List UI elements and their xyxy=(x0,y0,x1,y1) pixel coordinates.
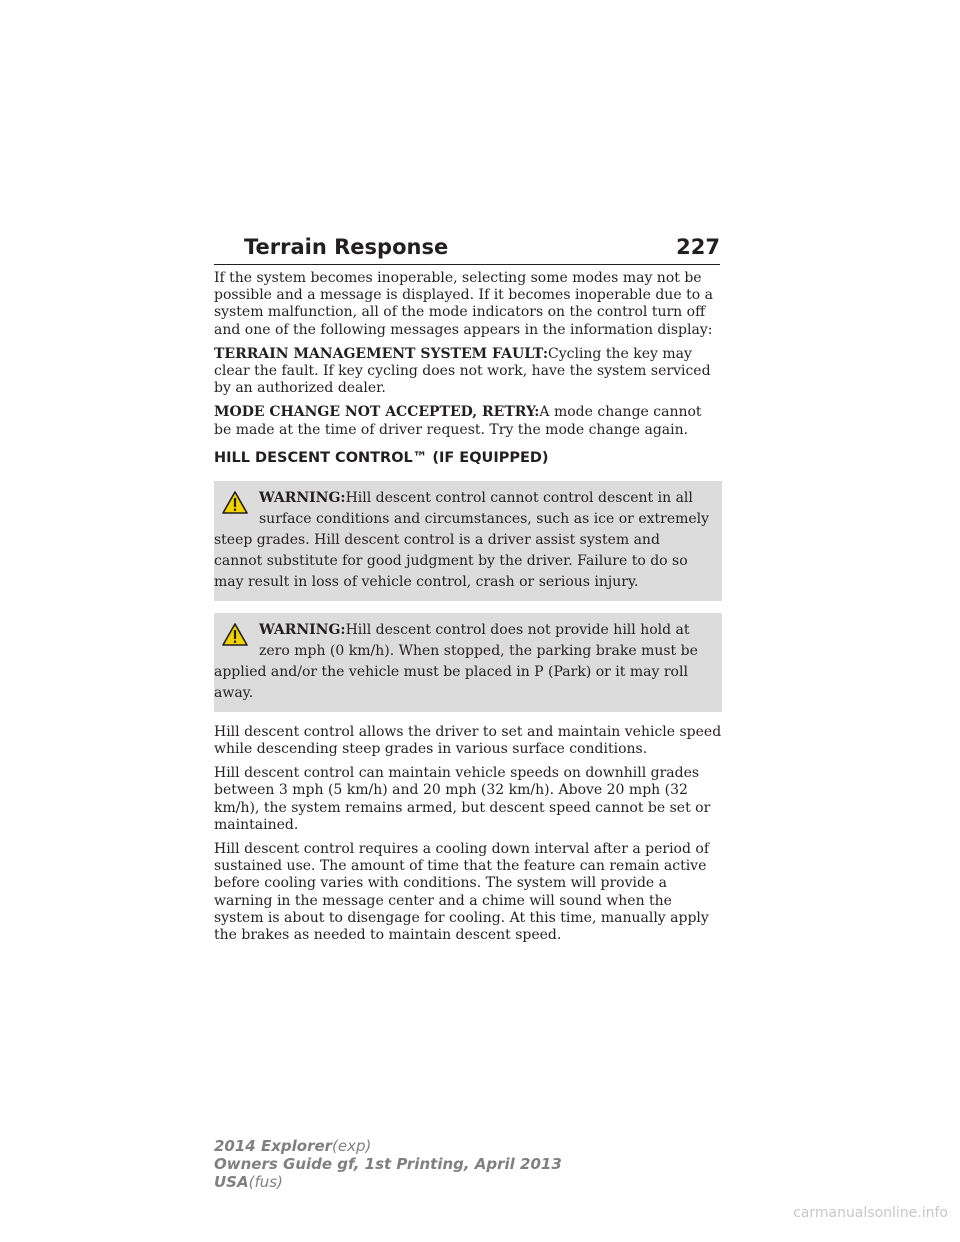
body-paragraph: Hill descent control can maintain vehicle speeds on downhill grades between 3 mph (5 km/h) and 20 mph (32 km/h). Above 20 mph (32 km/h), the system remains armed, but descent speed cannot be set or maintained. xyxy=(214,765,711,833)
warning-box xyxy=(214,613,722,712)
footer-line-market: USA(fus) xyxy=(214,1173,283,1191)
page-title: Terrain Response xyxy=(244,235,449,259)
page-footer xyxy=(214,1137,562,1191)
page-header xyxy=(214,234,720,265)
message-term: MODE CHANGE NOT ACCEPTED, RETRY: xyxy=(214,404,540,421)
warning-label: WARNING: xyxy=(259,621,346,638)
message-fault xyxy=(214,346,722,398)
body-paragraph: Hill descent control allows the driver to set and maintain vehicle speed while descending steep grades in various surface conditions. xyxy=(214,723,722,758)
body-paragraph: Hill descent control requires a cooling down interval after a period of sustained use. The amount of time that the feature can remain active before cooling varies with conditions. The system will provide a warning in the message center and a chime will sound when the system is about to disengage for cooling. At this time, manually apply the brakes as needed to maintain descent speed. xyxy=(214,841,709,944)
warning-first-line: WARNING:Hill descent control does not provide hill hold at xyxy=(259,621,690,638)
message-text: Cycling the key may clear the fault. If key cycling does not work, have the system serviced by an authorized dealer. xyxy=(214,345,711,397)
warning-triangle-icon xyxy=(222,623,248,646)
warning-first-line: WARNING:Hill descent control cannot control descent in all xyxy=(259,489,693,506)
warning-rest: steep grades. Hill descent control is a driver assist system and cannot substitute for good judgment by the driver. Failure to do so may result in loss of vehicle control, crash or serious injury. xyxy=(214,531,688,590)
footer-line-edition: Owners Guide gf, 1st Printing, April 2013 xyxy=(214,1155,562,1173)
warning-box xyxy=(214,481,722,601)
warning-rest: applied and/or the vehicle must be placed in P (Park) or it may roll away. xyxy=(214,663,688,701)
page-number: 227 xyxy=(676,235,720,259)
warning-triangle-icon xyxy=(222,491,248,514)
main-content xyxy=(214,270,722,951)
message-mode-change xyxy=(214,404,722,438)
message-term: TERRAIN MANAGEMENT SYSTEM FAULT: xyxy=(214,345,548,362)
section-heading: HILL DESCENT CONTROL™ (IF EQUIPPED) xyxy=(214,449,549,466)
warning-second-line: zero mph (0 km/h). When stopped, the parking brake must be xyxy=(259,642,698,659)
watermark: carmanualsonline.info xyxy=(793,1205,948,1221)
footer-line-model: 2014 Explorer(exp) xyxy=(214,1137,372,1155)
intro-paragraph: If the system becomes inoperable, selecting some modes may not be possible and a message is displayed. If it becomes inoperable due to a system malfunction, all of the mode indicators on the control turn off and one of the following messages appears in the information display: xyxy=(214,270,713,338)
message-text: A mode change cannot be made at the time of driver request. Try the mode change again. xyxy=(214,404,702,438)
warning-second-line: surface conditions and circumstances, such as ice or extremely xyxy=(259,510,710,527)
warning-label: WARNING: xyxy=(259,489,346,506)
